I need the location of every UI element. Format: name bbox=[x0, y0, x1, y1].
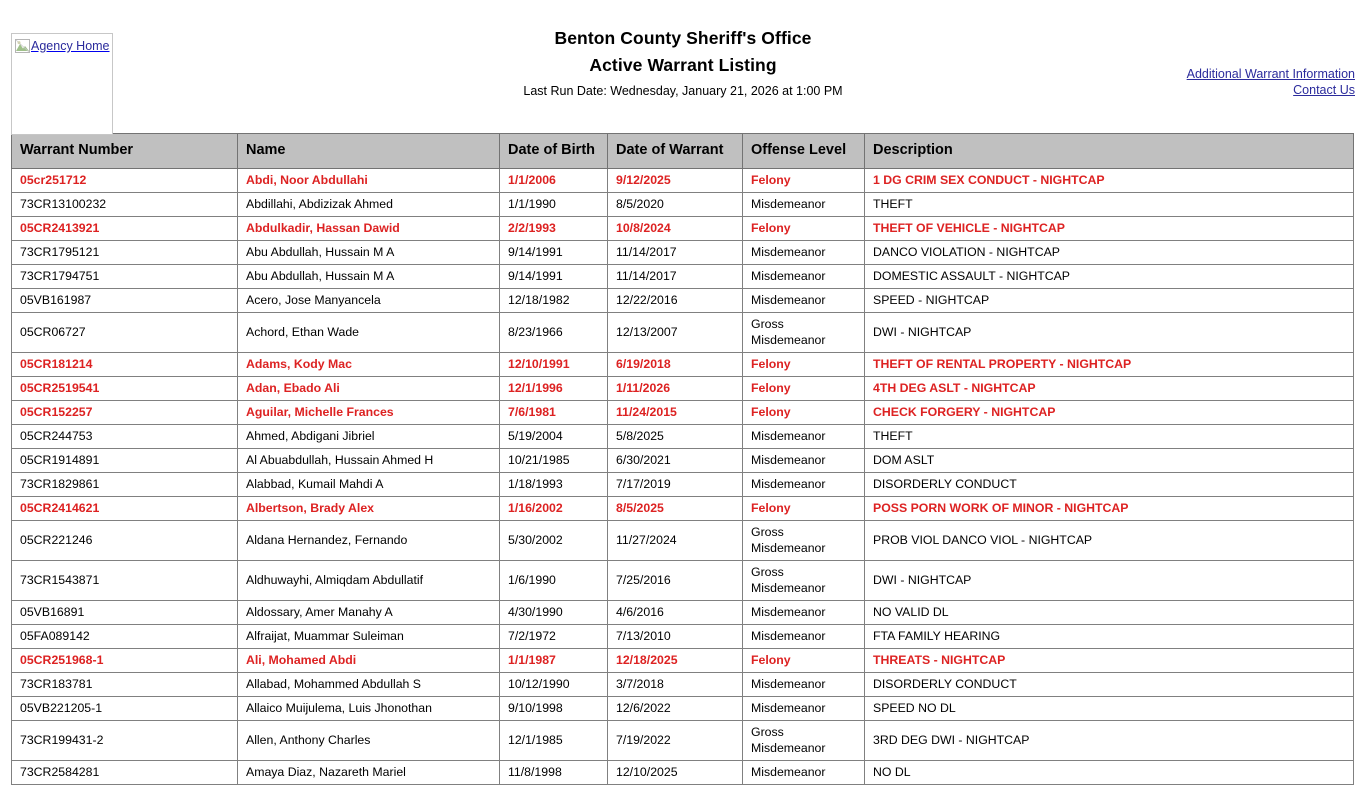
table-row bbox=[12, 649, 1354, 673]
cell-description: PROB VIOL DANCO VIOL - NIGHTCAP bbox=[865, 521, 1354, 561]
cell-warrant-number: 73CR1829861 bbox=[12, 473, 238, 497]
cell-description: NO DL bbox=[865, 761, 1354, 785]
cell-date-of-warrant: 12/10/2025 bbox=[608, 761, 743, 785]
cell-name: Adan, Ebado Ali bbox=[238, 377, 500, 401]
warrant-table-wrapper bbox=[0, 133, 1366, 785]
cell-description: FTA FAMILY HEARING bbox=[865, 625, 1354, 649]
cell-date-of-warrant: 4/6/2016 bbox=[608, 601, 743, 625]
cell-name: Albertson, Brady Alex bbox=[238, 497, 500, 521]
title-block bbox=[225, 10, 1141, 102]
cell-offense-level: Felony bbox=[743, 401, 865, 425]
table-row bbox=[12, 353, 1354, 377]
cell-date-of-warrant: 8/5/2020 bbox=[608, 193, 743, 217]
agency-home-link[interactable] bbox=[11, 33, 113, 135]
table-row bbox=[12, 425, 1354, 449]
table-row bbox=[12, 377, 1354, 401]
column-header-offense-level: Offense Level bbox=[743, 134, 865, 169]
cell-date-of-warrant: 12/22/2016 bbox=[608, 289, 743, 313]
cell-name: Al Abuabdullah, Hussain Ahmed H bbox=[238, 449, 500, 473]
cell-warrant-number: 73CR13100232 bbox=[12, 193, 238, 217]
cell-date-of-warrant: 1/11/2026 bbox=[608, 377, 743, 401]
cell-date-of-birth: 2/2/1993 bbox=[500, 217, 608, 241]
cell-warrant-number: 05CR2519541 bbox=[12, 377, 238, 401]
cell-offense-level: Misdemeanor bbox=[743, 473, 865, 497]
table-row bbox=[12, 401, 1354, 425]
cell-warrant-number: 05VB16891 bbox=[12, 601, 238, 625]
cell-offense-level: Felony bbox=[743, 169, 865, 193]
cell-warrant-number: 73CR1794751 bbox=[12, 265, 238, 289]
cell-description: DISORDERLY CONDUCT bbox=[865, 473, 1354, 497]
cell-description: SPEED - NIGHTCAP bbox=[865, 289, 1354, 313]
cell-name: Aldhuwayhi, Almiqdam Abdullatif bbox=[238, 561, 500, 601]
cell-description: 3RD DEG DWI - NIGHTCAP bbox=[865, 721, 1354, 761]
cell-date-of-warrant: 11/14/2017 bbox=[608, 265, 743, 289]
cell-date-of-birth: 1/1/1990 bbox=[500, 193, 608, 217]
column-header-warrant-number: Warrant Number bbox=[12, 134, 238, 169]
cell-date-of-warrant: 11/24/2015 bbox=[608, 401, 743, 425]
cell-warrant-number: 05CR221246 bbox=[12, 521, 238, 561]
cell-offense-level: Misdemeanor bbox=[743, 449, 865, 473]
cell-date-of-birth: 11/8/1998 bbox=[500, 761, 608, 785]
table-header-row bbox=[12, 134, 1354, 169]
cell-name: Acero, Jose Manyancela bbox=[238, 289, 500, 313]
cell-warrant-number: 05CR2414621 bbox=[12, 497, 238, 521]
table-row bbox=[12, 521, 1354, 561]
last-run-date: Last Run Date: Wednesday, January 21, 2026 at 1:00 PM bbox=[523, 84, 843, 98]
cell-warrant-number: 05VB161987 bbox=[12, 289, 238, 313]
cell-name: Achord, Ethan Wade bbox=[238, 313, 500, 353]
cell-date-of-warrant: 11/27/2024 bbox=[608, 521, 743, 561]
cell-description: DISORDERLY CONDUCT bbox=[865, 673, 1354, 697]
cell-name: Allen, Anthony Charles bbox=[238, 721, 500, 761]
table-row bbox=[12, 193, 1354, 217]
cell-date-of-warrant: 11/14/2017 bbox=[608, 241, 743, 265]
page-subtitle-heading: Active Warrant Listing bbox=[589, 55, 777, 75]
cell-name: Abdillahi, Abdizizak Ahmed bbox=[238, 193, 500, 217]
table-row bbox=[12, 265, 1354, 289]
cell-name: Adams, Kody Mac bbox=[238, 353, 500, 377]
cell-warrant-number: 05CR152257 bbox=[12, 401, 238, 425]
cell-name: Ali, Mohamed Abdi bbox=[238, 649, 500, 673]
cell-date-of-birth: 9/10/1998 bbox=[500, 697, 608, 721]
cell-description: THREATS - NIGHTCAP bbox=[865, 649, 1354, 673]
table-row bbox=[12, 721, 1354, 761]
cell-description: DWI - NIGHTCAP bbox=[865, 313, 1354, 353]
cell-name: Alabbad, Kumail Mahdi A bbox=[238, 473, 500, 497]
cell-offense-level: Misdemeanor bbox=[743, 761, 865, 785]
cell-date-of-birth: 1/18/1993 bbox=[500, 473, 608, 497]
cell-warrant-number: 05CR06727 bbox=[12, 313, 238, 353]
cell-description: DOM ASLT bbox=[865, 449, 1354, 473]
cell-date-of-birth: 12/10/1991 bbox=[500, 353, 608, 377]
cell-date-of-warrant: 12/13/2007 bbox=[608, 313, 743, 353]
cell-offense-level: Gross Misdemeanor bbox=[743, 521, 865, 561]
cell-date-of-birth: 8/23/1966 bbox=[500, 313, 608, 353]
page-header bbox=[0, 0, 1366, 133]
cell-offense-level: Gross Misdemeanor bbox=[743, 721, 865, 761]
cell-description: DWI - NIGHTCAP bbox=[865, 561, 1354, 601]
cell-date-of-birth: 5/19/2004 bbox=[500, 425, 608, 449]
cell-date-of-warrant: 12/6/2022 bbox=[608, 697, 743, 721]
cell-date-of-birth: 10/12/1990 bbox=[500, 673, 608, 697]
cell-date-of-birth: 12/1/1985 bbox=[500, 721, 608, 761]
cell-description: NO VALID DL bbox=[865, 601, 1354, 625]
cell-name: Aldana Hernandez, Fernando bbox=[238, 521, 500, 561]
cell-description: THEFT OF VEHICLE - NIGHTCAP bbox=[865, 217, 1354, 241]
cell-date-of-warrant: 7/13/2010 bbox=[608, 625, 743, 649]
cell-description: 4TH DEG ASLT - NIGHTCAP bbox=[865, 377, 1354, 401]
cell-date-of-warrant: 7/25/2016 bbox=[608, 561, 743, 601]
cell-warrant-number: 05CR181214 bbox=[12, 353, 238, 377]
cell-date-of-birth: 10/21/1985 bbox=[500, 449, 608, 473]
cell-warrant-number: 73CR1795121 bbox=[12, 241, 238, 265]
cell-warrant-number: 05CR244753 bbox=[12, 425, 238, 449]
page-title: Benton County Sheriff's Office bbox=[554, 28, 812, 48]
table-row bbox=[12, 625, 1354, 649]
warrant-table bbox=[11, 133, 1354, 785]
table-row bbox=[12, 697, 1354, 721]
cell-offense-level: Misdemeanor bbox=[743, 697, 865, 721]
table-row bbox=[12, 497, 1354, 521]
cell-warrant-number: 73CR1543871 bbox=[12, 561, 238, 601]
cell-description: CHECK FORGERY - NIGHTCAP bbox=[865, 401, 1354, 425]
cell-offense-level: Felony bbox=[743, 377, 865, 401]
cell-warrant-number: 05CR1914891 bbox=[12, 449, 238, 473]
cell-name: Amaya Diaz, Nazareth Mariel bbox=[238, 761, 500, 785]
cell-date-of-warrant: 7/19/2022 bbox=[608, 721, 743, 761]
cell-offense-level: Misdemeanor bbox=[743, 673, 865, 697]
cell-name: Abu Abdullah, Hussain M A bbox=[238, 241, 500, 265]
cell-date-of-warrant: 6/30/2021 bbox=[608, 449, 743, 473]
table-row bbox=[12, 449, 1354, 473]
cell-offense-level: Misdemeanor bbox=[743, 289, 865, 313]
cell-date-of-birth: 9/14/1991 bbox=[500, 265, 608, 289]
column-header-name: Name bbox=[238, 134, 500, 169]
broken-image-icon bbox=[15, 39, 30, 53]
cell-date-of-warrant: 8/5/2025 bbox=[608, 497, 743, 521]
cell-date-of-birth: 5/30/2002 bbox=[500, 521, 608, 561]
cell-offense-level: Misdemeanor bbox=[743, 241, 865, 265]
cell-name: Abdulkadir, Hassan Dawid bbox=[238, 217, 500, 241]
cell-date-of-warrant: 7/17/2019 bbox=[608, 473, 743, 497]
contact-us-link[interactable]: Contact Us bbox=[1293, 83, 1355, 97]
cell-date-of-warrant: 5/8/2025 bbox=[608, 425, 743, 449]
cell-date-of-warrant: 9/12/2025 bbox=[608, 169, 743, 193]
cell-offense-level: Misdemeanor bbox=[743, 425, 865, 449]
cell-date-of-birth: 1/16/2002 bbox=[500, 497, 608, 521]
cell-description: 1 DG CRIM SEX CONDUCT - NIGHTCAP bbox=[865, 169, 1354, 193]
cell-date-of-birth: 7/2/1972 bbox=[500, 625, 608, 649]
warrant-table-head bbox=[12, 134, 1354, 169]
cell-name: Allabad, Mohammed Abdullah S bbox=[238, 673, 500, 697]
cell-date-of-birth: 1/6/1990 bbox=[500, 561, 608, 601]
cell-offense-level: Felony bbox=[743, 353, 865, 377]
cell-warrant-number: 73CR199431-2 bbox=[12, 721, 238, 761]
cell-description: DANCO VIOLATION - NIGHTCAP bbox=[865, 241, 1354, 265]
table-row bbox=[12, 761, 1354, 785]
agency-home-label: Agency Home bbox=[31, 39, 110, 53]
cell-date-of-birth: 12/18/1982 bbox=[500, 289, 608, 313]
cell-description: THEFT bbox=[865, 193, 1354, 217]
column-header-date-of-birth: Date of Birth bbox=[500, 134, 608, 169]
cell-offense-level: Misdemeanor bbox=[743, 265, 865, 289]
cell-date-of-birth: 1/1/2006 bbox=[500, 169, 608, 193]
additional-warrant-information-link[interactable]: Additional Warrant Information bbox=[1186, 67, 1355, 81]
cell-offense-level: Felony bbox=[743, 649, 865, 673]
warrant-table-body bbox=[12, 169, 1354, 785]
cell-name: Alfraijat, Muammar Suleiman bbox=[238, 625, 500, 649]
cell-description: THEFT OF RENTAL PROPERTY - NIGHTCAP bbox=[865, 353, 1354, 377]
cell-description: THEFT bbox=[865, 425, 1354, 449]
cell-offense-level: Misdemeanor bbox=[743, 601, 865, 625]
table-row bbox=[12, 169, 1354, 193]
agency-logo-cell bbox=[11, 10, 225, 135]
cell-name: Abdi, Noor Abdullahi bbox=[238, 169, 500, 193]
cell-warrant-number: 05VB221205-1 bbox=[12, 697, 238, 721]
cell-offense-level: Felony bbox=[743, 217, 865, 241]
header-links bbox=[1141, 10, 1355, 98]
cell-description: POSS PORN WORK OF MINOR - NIGHTCAP bbox=[865, 497, 1354, 521]
cell-offense-level: Gross Misdemeanor bbox=[743, 313, 865, 353]
cell-date-of-warrant: 12/18/2025 bbox=[608, 649, 743, 673]
table-row bbox=[12, 601, 1354, 625]
cell-date-of-warrant: 3/7/2018 bbox=[608, 673, 743, 697]
table-row bbox=[12, 217, 1354, 241]
table-row bbox=[12, 473, 1354, 497]
cell-offense-level: Misdemeanor bbox=[743, 625, 865, 649]
cell-date-of-birth: 9/14/1991 bbox=[500, 241, 608, 265]
column-header-description: Description bbox=[865, 134, 1354, 169]
table-row bbox=[12, 313, 1354, 353]
cell-name: Allaico Muijulema, Luis Jhonothan bbox=[238, 697, 500, 721]
cell-date-of-warrant: 6/19/2018 bbox=[608, 353, 743, 377]
cell-name: Ahmed, Abdigani Jibriel bbox=[238, 425, 500, 449]
table-row bbox=[12, 673, 1354, 697]
cell-description: SPEED NO DL bbox=[865, 697, 1354, 721]
cell-date-of-birth: 1/1/1987 bbox=[500, 649, 608, 673]
cell-offense-level: Gross Misdemeanor bbox=[743, 561, 865, 601]
cell-date-of-birth: 7/6/1981 bbox=[500, 401, 608, 425]
cell-date-of-birth: 12/1/1996 bbox=[500, 377, 608, 401]
cell-warrant-number: 73CR183781 bbox=[12, 673, 238, 697]
cell-warrant-number: 05CR251968-1 bbox=[12, 649, 238, 673]
table-row bbox=[12, 561, 1354, 601]
column-header-date-of-warrant: Date of Warrant bbox=[608, 134, 743, 169]
cell-date-of-warrant: 10/8/2024 bbox=[608, 217, 743, 241]
cell-warrant-number: 05CR2413921 bbox=[12, 217, 238, 241]
cell-name: Abu Abdullah, Hussain M A bbox=[238, 265, 500, 289]
cell-date-of-birth: 4/30/1990 bbox=[500, 601, 608, 625]
cell-offense-level: Felony bbox=[743, 497, 865, 521]
cell-name: Aldossary, Amer Manahy A bbox=[238, 601, 500, 625]
cell-warrant-number: 05cr251712 bbox=[12, 169, 238, 193]
cell-warrant-number: 05FA089142 bbox=[12, 625, 238, 649]
cell-description: DOMESTIC ASSAULT - NIGHTCAP bbox=[865, 265, 1354, 289]
table-row bbox=[12, 241, 1354, 265]
cell-name: Aguilar, Michelle Frances bbox=[238, 401, 500, 425]
table-row bbox=[12, 289, 1354, 313]
cell-offense-level: Misdemeanor bbox=[743, 193, 865, 217]
cell-warrant-number: 73CR2584281 bbox=[12, 761, 238, 785]
